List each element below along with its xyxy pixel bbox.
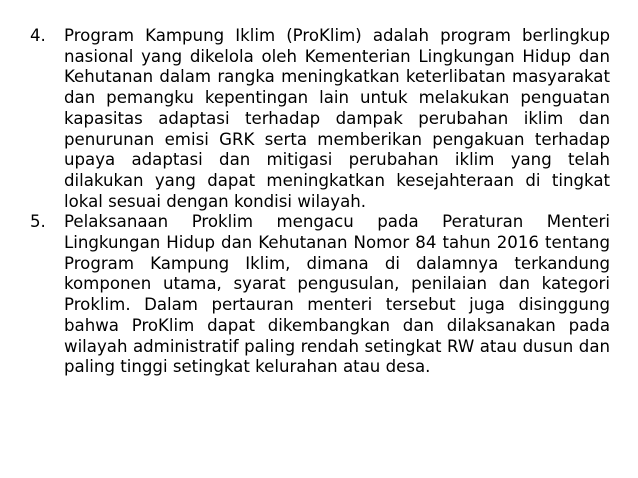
list-item-number: 4. [30, 26, 46, 45]
list-item-5 [30, 212, 610, 378]
numbered-list [30, 26, 610, 378]
list-item-number: 5. [30, 212, 46, 232]
list-item-4 [30, 26, 610, 212]
list-item-text: Pelaksanaan Proklim mengacu pada Peraturan Menteri Lingkungan Hidup dan Kehutanan Nomor 84 tahun 2016 tentang Program Kampung Iklim, dimana di dalamnya terkandung komponen utama, syarat pengusulan, penilaian dan kategori Proklim. Dalam pertauran menteri tersebut juga disinggung bahwa ProKlim dapat dikembangkan dan dilaksanakan pada wilayah administratif paling rendah setingkat RW atau dusun dan paling tinggi setingkat kelurahan atau desa. [64, 212, 610, 377]
list-item-text: Program Kampung Iklim (ProKlim) adalah program berlingkup nasional yang dikelola oleh Kementerian Lingkungan Hidup dan Kehutanan dalam rangka meningkatkan keterlibatan masyarakat dan pemangku kepentingan lain untuk melakukan penguatan kapasitas adaptasi terhadap dampak perubahan iklim dan penurunan emisi GRK serta memberikan pengakuan terhadap upaya adaptasi dan mitigasi perubahan iklim yang telah dilakukan yang dapat meningkatkan kesejahteraan di tingkat lokal sesuai dengan kondisi wilayah. [64, 26, 610, 211]
